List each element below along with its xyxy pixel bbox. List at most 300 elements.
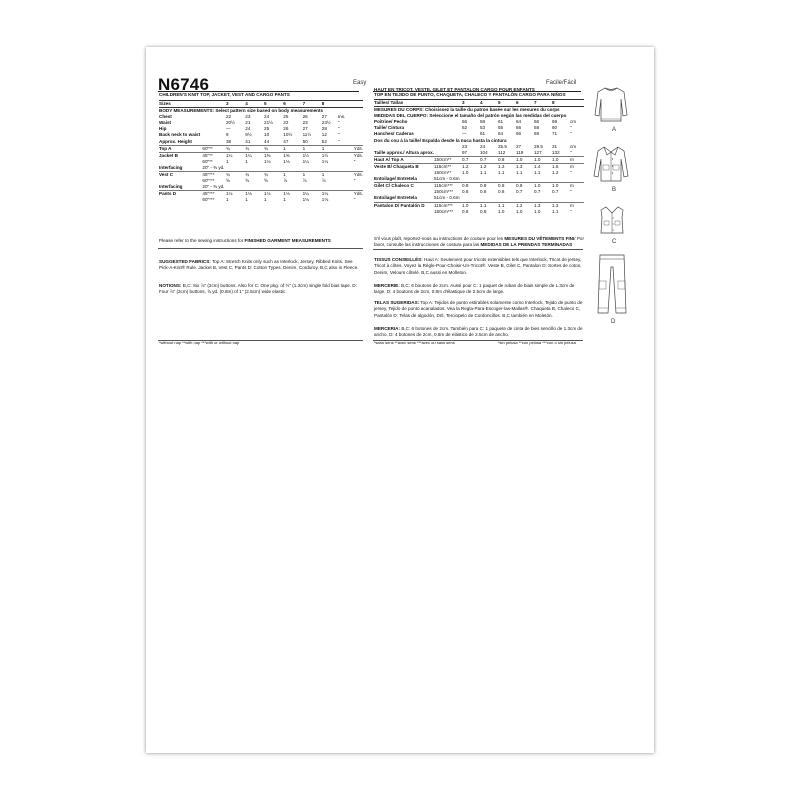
yardage-value: 0.6	[480, 189, 487, 195]
en-measurement-table	[159, 100, 363, 204]
notions-en-label: NOTIONS:	[159, 283, 182, 288]
garment-label	[159, 197, 202, 203]
yardage-value: 1⅛	[302, 197, 309, 203]
measure-value: 61	[498, 119, 504, 125]
measure-value: 112	[498, 149, 506, 155]
pattern-envelope-back	[146, 47, 654, 753]
size-header: 5	[264, 101, 283, 108]
yardage-value: 0.8	[462, 208, 469, 214]
fabric-width: 20" - ⅜ yd.	[202, 184, 225, 190]
size-header: 6	[283, 101, 302, 108]
size-header: 7	[303, 101, 322, 108]
yardage-value: ¾	[226, 145, 245, 152]
fabric-width: 60"***	[202, 197, 215, 203]
yardage-value	[462, 176, 480, 183]
yardage-value: 1¼	[322, 191, 338, 198]
yardage-value	[462, 195, 480, 202]
measure-value: 71	[552, 131, 558, 137]
measure-value: 21½	[264, 120, 273, 126]
measure-label: Taille/ Cintura	[374, 125, 405, 131]
figure-label-d: D	[611, 319, 616, 325]
fabric-width: 60"***	[202, 178, 215, 184]
garment-label	[374, 209, 434, 215]
finished-note-fr-text: S'il vous plaît, reportez-vous au instructions de couture pour les	[374, 236, 505, 241]
yardage-value: 1	[283, 145, 302, 152]
yardage-value	[245, 165, 264, 172]
unit: m	[570, 163, 584, 170]
yardage-value: 1¼	[302, 158, 309, 164]
measure-value: 27	[516, 143, 522, 149]
table-cell	[338, 101, 354, 108]
unit: "	[570, 189, 572, 195]
yardage-value	[498, 176, 516, 183]
finished-note-fr	[374, 236, 586, 249]
yardage-value: 1.1	[552, 208, 559, 214]
measure-value: 27	[302, 126, 308, 132]
yardage-value: 1.1	[516, 170, 523, 176]
notions-en-text: B,C: Six ⅞" (2cm) buttons. Also for C: One pkg. of ½" (1.3cm) single fold bias tape. D: Four ⅞" (2cm) buttons, ⅞ yd. (0.8m) of 1" (2.5cm) wide elastic.	[159, 283, 357, 295]
measure-value: 53	[480, 125, 486, 131]
table-row	[374, 156, 584, 163]
telas-es-label: TELAS SUGERIDAS:	[374, 300, 420, 305]
unit: m	[570, 183, 584, 190]
size-header: 8	[552, 100, 570, 107]
yardage-value: 1	[322, 172, 338, 179]
measure-value: 9	[225, 132, 229, 138]
yardage-value: 1⅛	[264, 158, 271, 164]
table-cell	[434, 150, 462, 157]
yardage-value: 1.0	[516, 208, 523, 214]
size-header: 4	[245, 101, 264, 108]
body-measurements-label-es: MEDIDAS DEL CUERPO: Seleccione el tamaño del patrón según las medidas del cuerpo	[374, 113, 567, 119]
table-row	[374, 195, 584, 202]
yardage-value: 1.3	[552, 202, 570, 209]
yardage-value	[534, 176, 552, 183]
measure-value: 20½	[225, 120, 235, 126]
measure-value: 66	[516, 131, 522, 137]
yardage-value: 1⅛	[283, 158, 290, 164]
measure-value: 12	[321, 132, 327, 138]
table-cell	[202, 101, 226, 108]
table-row	[374, 100, 584, 107]
size-header: 3	[226, 101, 245, 108]
measure-value: —	[462, 131, 467, 137]
yardage-value: 1¼	[245, 152, 264, 159]
yardage-value: 1.1	[480, 170, 487, 176]
measure-value: 22	[283, 120, 289, 126]
yardage-value: 1.2	[462, 163, 480, 170]
table-cell	[338, 165, 354, 172]
measure-value: 61	[480, 131, 486, 137]
fabric-width: 115cm***	[434, 202, 462, 209]
yardage-value: 0.7	[534, 189, 541, 195]
yardage-value: 1.1	[498, 170, 505, 176]
measure-value: 31	[552, 143, 558, 149]
measure-value: 56	[462, 119, 468, 125]
measure-value: 25	[264, 126, 270, 132]
yardage-value: 1⅛	[321, 197, 329, 203]
measure-value: 66	[534, 119, 540, 125]
fabric-width: 150cm**	[434, 156, 462, 163]
yardage-value: ⅞	[302, 178, 307, 184]
fabric-width: 45"***	[202, 172, 226, 179]
fabrics-en-text: Top A: Stretch Knits only such as Interlock, Jersey, Ribbed Knits. See Pick-A-Knit® Rule. Jacket B, Vest C, Pants D: Cotton Types, Denim, Corduroy. B,C also in Fleece.	[159, 259, 359, 271]
measure-value: 127	[534, 149, 542, 155]
garment-label: Haut A/ Top A	[374, 156, 434, 163]
fabric-width: 51cm - 0.6m	[434, 176, 460, 182]
yardage-value: 0.7	[552, 189, 559, 195]
figure-label-c: C	[612, 239, 617, 245]
yardage-value: 1	[303, 172, 322, 179]
yardage-value	[516, 195, 534, 202]
yardage-value: 1	[283, 172, 302, 179]
table-row	[374, 202, 584, 209]
table-cell	[338, 172, 354, 179]
finished-note-es-text: / Por favor, consulte las instrucciones de costura para las	[374, 236, 584, 248]
unit: "	[337, 126, 340, 132]
yardage-value	[283, 165, 302, 172]
height-label: Taille approx./ Altura aprox.	[374, 149, 434, 155]
garment-label: Entoilage/ Entretela	[374, 195, 417, 201]
yardage-value	[552, 176, 570, 183]
table-row	[159, 191, 363, 198]
unit: "	[353, 158, 356, 164]
unit: "	[353, 178, 356, 184]
yardage-value: ¾	[264, 172, 283, 179]
yardage-value: 0.8	[462, 183, 480, 190]
mercerie-fr-text: B,C: 6 boutons de 2cm. Aussi pour C: 1 paquet de ruban de biais simple de 1.3cm de large. D: 4 boutons de 2cm, 0.8m d'élastique de 2.5cm de large.	[374, 283, 575, 295]
table-cell	[338, 152, 354, 159]
body-measurements-label: BODY MEASUREMENTS: Select pattern size based on body measurements	[159, 108, 324, 114]
yardage-value: 0.8	[480, 183, 498, 190]
table-cell	[202, 139, 226, 146]
yardage-value: 1.1	[534, 170, 541, 176]
measure-value: 44	[264, 138, 270, 144]
merceria-es-label: MERCERIA:	[374, 326, 401, 331]
measure-label: Hip	[159, 126, 167, 132]
measure-value: 69	[552, 119, 558, 125]
telas-es-text: Top A: Tejidos de punto estirables solamente como Interlock, Tejido de punto de jersey, Tejido de punto acanalados. Vea la Regla-Para-Escoger-las-Mallas®. Chaqueta B, Chaleco C, Pantalón D: Telas de algodón, Dril, Terciopelo de Cordoncillos. B,C también en Moletón.	[374, 300, 583, 318]
finished-note-es-bold: MEDIDAS DE LA PRENDAS TERMINADAS	[480, 242, 573, 248]
measure-label: Chest	[159, 114, 172, 120]
measure-value: 26	[283, 126, 289, 132]
garment-label: Jacket B	[159, 152, 202, 159]
table-row	[159, 184, 363, 191]
yardage-value	[245, 184, 264, 191]
measure-value: 47	[283, 138, 289, 144]
table-row	[374, 209, 584, 215]
mercerie-fr	[374, 283, 584, 296]
sizes-label: Sizes	[159, 101, 202, 108]
measure-value: 10½	[283, 132, 293, 138]
yardage-value: ¾	[226, 172, 245, 179]
yardage-value: ¾	[264, 145, 283, 152]
size-header: 4	[480, 100, 498, 107]
yardage-value	[480, 195, 498, 202]
yardage-value	[226, 165, 245, 172]
yardage-value: 1.0	[498, 208, 505, 214]
measure-value: 27	[321, 114, 327, 120]
table-row	[159, 101, 363, 108]
unit: "	[570, 131, 572, 137]
yardage-value: 1.0	[534, 156, 552, 163]
table-row	[374, 150, 584, 157]
finished-note-en	[159, 238, 331, 244]
yardage-value: 1.3	[534, 202, 552, 209]
fabric-width: 45"**	[202, 152, 226, 159]
table-row	[374, 163, 584, 170]
measure-value: 29.5	[534, 143, 543, 149]
measure-value: —	[225, 126, 231, 132]
merceria-es-text: B,C: 6 botones de 2cm. También para C: 1 paquete de cinta de bies sencillo de 1.3cm de ancho. D: 4 botones de 2cm, 0.8m de elástico de 2.5cm de ancho.	[374, 326, 583, 338]
table-row	[159, 172, 363, 179]
table-cell	[354, 101, 363, 108]
yardage-value: 1½	[322, 152, 338, 159]
fabrics-en-label: SUGGESTED FABRICS:	[159, 259, 211, 264]
garment-label: Gilet C/ Chaleco C	[374, 183, 434, 190]
yardage-value: 0.7	[516, 189, 523, 195]
garment-label: Entoilage/ Entretela	[374, 176, 417, 182]
measure-label: Hanches/ Caderas	[374, 131, 414, 137]
measure-label: Approx. Height	[159, 138, 192, 144]
measure-value: 21	[245, 120, 251, 126]
measure-value: 52	[462, 125, 468, 131]
measure-value: 60	[552, 125, 558, 131]
yardage-value: 1.3	[516, 163, 534, 170]
yardage-value: 1	[322, 145, 338, 152]
yardage-value: 1.1	[480, 202, 498, 209]
telas-es	[374, 300, 584, 319]
measure-value: 25.5	[498, 143, 507, 149]
measure-value: 9½	[245, 132, 252, 138]
garment-label: Vest C	[159, 172, 202, 179]
measure-value: 97	[462, 149, 468, 155]
garment-label: Pantalon D/ Pantalón D	[374, 202, 434, 209]
measure-value: 50	[302, 138, 308, 144]
measure-value: 55	[498, 125, 504, 131]
unit: cm	[570, 143, 577, 149]
fabric-width: 115cm**	[434, 163, 462, 170]
measure-value: 23½	[321, 120, 331, 126]
finished-note-en-bold: FINISHED GARMENT MEASUREMENTS	[244, 238, 331, 243]
divider-fabrics-fr	[373, 249, 583, 250]
footnote-fr: *sans sens **avec sens ***avec ou sans sens	[374, 340, 455, 345]
fabric-width: 20" - ⅜ yd.	[202, 164, 225, 170]
yardage-value: 1⅛	[245, 191, 264, 198]
fabric-width: 115cm***	[434, 183, 462, 190]
yardage-value: 0.8	[516, 183, 534, 190]
size-header: 7	[534, 100, 552, 107]
garment-label: Veste B/ Chaqueta B	[374, 163, 434, 170]
yardage-value: ¾	[245, 172, 264, 179]
table-cell	[570, 100, 584, 107]
unit: "	[570, 149, 572, 155]
yardage-value: 1¼	[303, 191, 322, 198]
measure-value: "	[337, 120, 340, 126]
yardage-value	[552, 195, 570, 202]
garment-label: Pants D	[159, 191, 202, 198]
yardage-value: 1.5	[552, 163, 570, 170]
yardage-value	[283, 184, 302, 191]
yardage-value: 1.2	[516, 202, 534, 209]
yardage-value: 1	[245, 158, 248, 164]
fabrics-fr-label: TISSUS CONSEILLÉS:	[374, 257, 423, 262]
title-es: TOP EN TEJIDO DE PUNTO, CHAQUETA, CHALECO Y PANTALÓN CARGO PARA NIÑOS	[374, 92, 566, 97]
unit	[570, 176, 584, 183]
measure-value: 23	[245, 114, 251, 120]
yardage-value: 1.2	[480, 163, 498, 170]
size-header: 3	[462, 100, 480, 107]
fr-measurement-table	[374, 99, 584, 215]
yardage-value: 1	[303, 145, 322, 152]
garment-label: Top A	[159, 145, 202, 152]
unit	[354, 165, 363, 172]
pattern-number: N6746	[158, 75, 210, 94]
unit: m	[570, 156, 584, 163]
yardage-value: 1⅛	[283, 191, 302, 198]
yardage-value: 0.7	[480, 156, 498, 163]
size-header: 8	[322, 101, 338, 108]
title-en: CHILDREN'S KNIT TOP, JACKET, VEST AND CARGO PANTS	[159, 92, 290, 97]
table-cell	[338, 184, 354, 191]
garment-label: Interfacing	[159, 164, 183, 170]
notions-en	[159, 283, 359, 296]
measure-value: 58	[534, 125, 540, 131]
measure-value: 22	[225, 114, 232, 120]
yardage-value: 1¼	[226, 152, 245, 159]
unit: "	[353, 197, 356, 203]
table-row	[159, 145, 363, 152]
measure-label: Back neck to waist	[159, 132, 201, 138]
yardage-value: 0.8	[498, 156, 516, 163]
measure-value: 25	[283, 114, 289, 120]
yardage-value	[226, 184, 245, 191]
measure-value: 58	[480, 119, 486, 125]
yardage-value	[264, 165, 283, 172]
unit: "	[337, 138, 340, 144]
measure-value: 119	[516, 149, 524, 155]
body-measurements-label-fr: MESURES DU CORPS: Choisissez la taille du patron basée sur les mesures du corps	[374, 107, 560, 113]
figure-label-a: A	[612, 127, 617, 133]
unit: Yds.	[353, 172, 363, 178]
unit: "	[570, 170, 572, 176]
difficulty-label-fr-es: Facile/Fácil	[546, 80, 577, 86]
table-row	[159, 197, 363, 203]
fabric-width: 150cm**	[434, 170, 452, 176]
fabric-width: 150cm***	[434, 189, 454, 195]
unit	[570, 195, 584, 202]
measure-label: Poitrine/ Pecho	[374, 119, 408, 125]
unit: Yds.	[353, 145, 363, 151]
garment-label: Interfacing	[159, 184, 183, 190]
unit: "	[570, 125, 572, 131]
measure-value: 38	[225, 138, 232, 144]
yardage-value: ⅞	[321, 178, 326, 184]
unit: Ins.	[337, 114, 346, 120]
unit: "	[337, 132, 340, 138]
measure-label: Waist	[159, 120, 172, 126]
unit	[354, 184, 363, 191]
fabric-width: 60"**	[202, 145, 226, 152]
yardage-value: ⅝	[225, 178, 230, 184]
yardage-value: 1.1	[498, 202, 516, 209]
table-cell	[338, 197, 354, 203]
table-row	[374, 107, 584, 114]
yardage-value: 1.0	[462, 202, 480, 209]
difficulty-label-en: Easy	[353, 80, 367, 86]
measure-value: 28	[321, 126, 327, 132]
title-fr: HAUT EN TRICOT, VESTE, GILET ET PANTALON CARGO POUR ENFANTS	[374, 87, 535, 92]
table-cell	[338, 145, 354, 152]
yardage-value	[322, 165, 338, 172]
measure-value: 24	[480, 143, 486, 149]
yardage-value	[516, 176, 534, 183]
footnote-es: *sin pelusa **con pelusa ***con o sin pelusa	[498, 340, 576, 345]
yardage-value: 1⅜	[264, 152, 283, 159]
unit: cm	[570, 119, 577, 125]
table-row	[159, 108, 363, 115]
measure-value: 52	[321, 138, 327, 144]
yardage-value: ⅞	[283, 178, 288, 184]
yardage-value: 1.3	[498, 163, 516, 170]
unit: Yds.	[353, 191, 363, 197]
measure-value: 56	[516, 125, 522, 131]
measure-value: 64	[516, 119, 522, 125]
measure-value: 104	[480, 149, 488, 155]
fabrics-fr-text: Haut A: Seulement pour tricots extensibles tels que Interlock, Tricot de jersey, Tricot à côtes. Voyez la Règle-Pour-Choisir-Un-Tricot®. Veste B, Gilet C, Pantalon D: Sortes de coton, Denim, Velours côtelé. B,C aussi en Molleton.	[374, 257, 582, 275]
yardage-value: 1.0	[552, 183, 570, 190]
table-cell	[434, 100, 462, 107]
yardage-value: 1.4	[534, 163, 552, 170]
measure-value: 24	[264, 114, 270, 120]
yardage-value: ¾	[245, 145, 264, 152]
fabric-width: 51cm - 0.6m	[434, 195, 460, 201]
measure-value: 11½	[302, 132, 312, 138]
yardage-value	[303, 165, 322, 172]
yardage-value: 1.0	[534, 183, 552, 190]
unit: "	[570, 208, 572, 214]
jacket-sketch-icon	[593, 143, 629, 185]
table-row	[159, 152, 363, 159]
yardage-value	[264, 184, 283, 191]
table-row	[374, 183, 584, 190]
measure-value: 26	[302, 114, 308, 120]
yardage-value: 1	[264, 197, 267, 203]
finished-note-fr-bold: MESURES DU VÊTEMENTS FINI	[504, 236, 575, 241]
fabric-width: 45"***	[202, 191, 226, 198]
measure-value: 64	[498, 131, 504, 137]
measure-value: 41	[245, 138, 251, 144]
fabrics-en	[159, 259, 359, 272]
finished-note-en-text: Please refer to the sewing instructions for	[159, 238, 245, 243]
yardage-value	[322, 184, 338, 191]
yardage-value: 1⅜	[283, 152, 302, 159]
knit-top-sketch-icon	[594, 85, 628, 125]
size-header: 6	[516, 100, 534, 107]
table-row	[374, 176, 584, 183]
yardage-value: 1.0	[534, 208, 541, 214]
cargo-pants-sketch-icon	[596, 253, 628, 317]
measure-value: 23	[302, 120, 308, 126]
mercerie-fr-label: MERCERIE:	[374, 283, 400, 288]
measure-value: 132	[552, 149, 560, 155]
fabrics-fr	[374, 257, 584, 276]
fabric-width: 60"**	[202, 158, 213, 164]
unit: Yds.	[353, 152, 363, 158]
footnote-en: *without nap **with nap ***with or without nap	[159, 340, 240, 345]
measure-value: 69	[534, 131, 540, 137]
yardage-value: 1	[225, 158, 229, 164]
